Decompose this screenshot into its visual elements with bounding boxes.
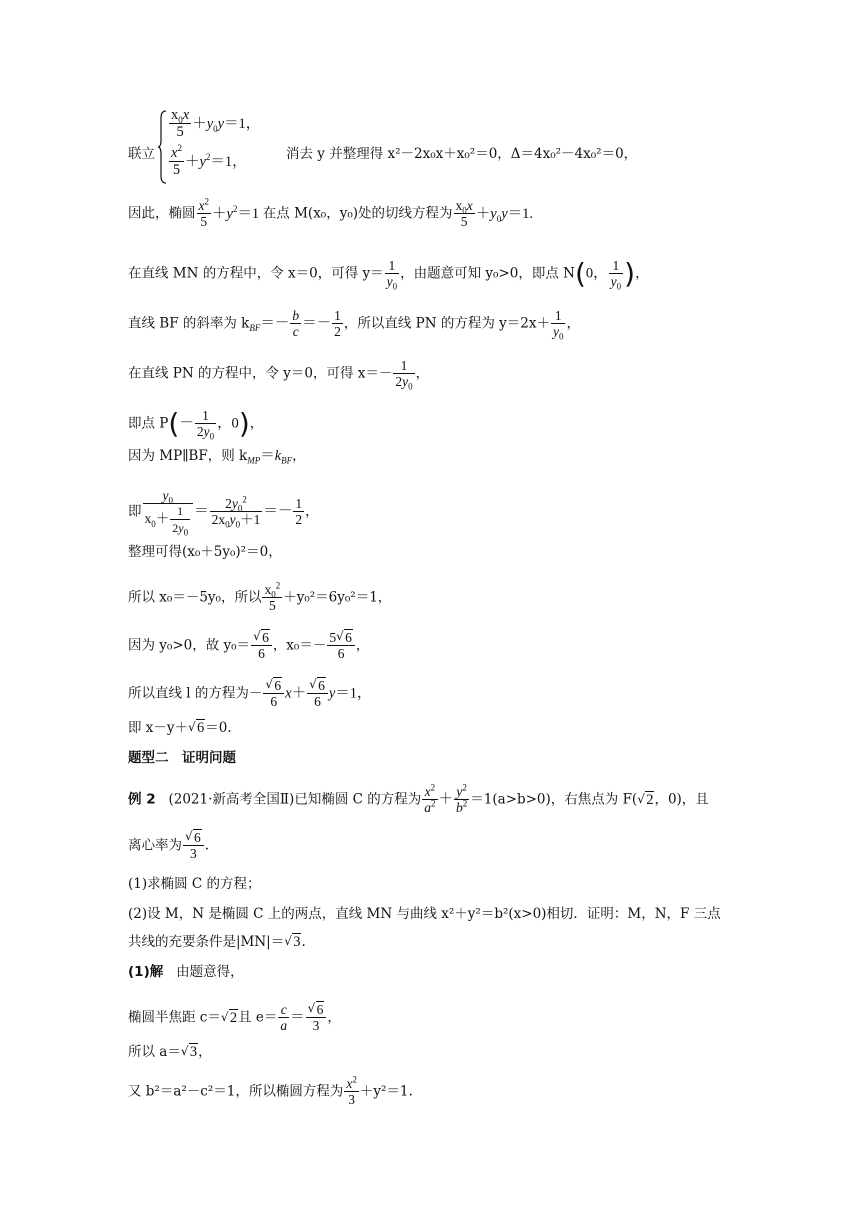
question-2: (2)设 M，N 是椭圆 C 上的两点，直线 MN 与曲线 x²＋y²＝b²(x>0)相切．证明：M，N，F 三点 <box>128 906 721 922</box>
line-bf: 直线 BF 的斜率为 $k_{BF}=-$ $\frac{b}{c}$ ＝－ $\frac{1}{2}$ ，所以直线 PN 的方程为 y＝2x＋ $\frac{1}{y_0}$ ， <box>128 308 580 342</box>
text-l10b: ＋y₀²＝6y₀²＝1， <box>283 589 392 606</box>
ellipse-eq-line: 又 b²＝a²－c²＝1，所以椭圆方程为 $\frac{x^2}{3}$ ＋y²＝1. <box>128 1074 413 1107</box>
line-l-equation: 所以直线 l 的方程为－ √ $\frac{6}{6}$ x＋ √ $\frac{6}{6}$ y＝1， <box>128 678 372 710</box>
text-q2b: 共线的充要条件是|MN|＝ <box>128 934 285 950</box>
example-2-line: 例 2 (2021·新高考全国Ⅱ)已知椭圆 C 的方程为 $\frac{x^2}{a^2}$ ＋ $\frac{y^2}{b^2}$ ＝1(a>b>0)，右焦点为 F(√ 2，0)，且 <box>128 784 709 816</box>
text-s2b: 且 e＝ <box>238 1009 278 1026</box>
text-l04b: ，所以直线 PN 的方程为 y＝2x＋ <box>343 315 550 332</box>
eccentricity-line: 离心率为 √ $\frac{6}{3}$ . <box>128 830 209 862</box>
text-l02: 因此，椭圆 <box>128 205 196 222</box>
example-text-b: ＝1(a>b>0)，右焦点为 F( <box>470 791 638 808</box>
question-2-cont: 共线的充要条件是|MN|＝√ 3. <box>128 934 306 950</box>
line-parallel: 因为 MP∥BF，则 $k_{MP}=k_{BF}$， <box>128 448 306 466</box>
solution-text: 由题意得， <box>176 964 244 980</box>
section-heading: 题型二 证明问题 <box>128 750 236 766</box>
eliminate-text: 消去 y 并整理得 x²－2x₀x＋x₀²＝0，Δ＝4x₀²－4x₀²＝0， <box>286 146 638 162</box>
text-ex2: 离心率为 <box>128 837 182 854</box>
line-simplify <box>128 544 282 560</box>
line-pn: 在直线 PN 的方程中，令 y＝0，可得 x＝－ $\frac{1}{2y_0}$ ， <box>128 358 430 392</box>
example-text-c: ，0)，且 <box>654 791 709 808</box>
text-l12: 所以直线 l 的方程为－ <box>128 685 263 702</box>
example-label: 例 2 <box>128 791 156 808</box>
solution-label: (1)解 <box>128 964 164 980</box>
text-s4: 又 b²＝a²－c²＝1，所以椭圆方程为 <box>128 1083 344 1100</box>
text-l13b: ＝0. <box>205 720 232 736</box>
a-value-line: 所以 a＝√ 3， <box>128 1044 212 1060</box>
text-l05: 在直线 PN 的方程中，令 y＝0，可得 x＝－ <box>128 365 393 382</box>
text-l06: 即点 P <box>128 415 169 432</box>
solution-line <box>128 964 244 980</box>
question-1: (1)求椭圆 C 的方程； <box>128 876 261 892</box>
brace-icon <box>158 110 168 184</box>
text-l02b: 在点 M(x₀，y₀)处的切线方程为 <box>262 205 453 222</box>
line-y0: 因为 y₀>0，故 y₀＝ √ $\frac{6}{6}$ ，x₀＝－ $\frac{5√ 6}{6}$ ， <box>128 630 369 662</box>
text-l08: 即 <box>128 503 142 520</box>
line-mn: 在直线 MN 的方程中，令 x＝0，可得 y＝ $\frac{1}{y_0}$ ，由题意可知 y₀>0，即点 N(0， $\frac{1}{y_0}$ )， <box>128 257 649 292</box>
text-l03b: ，由题意可知 y₀>0，即点 N <box>400 265 575 282</box>
text-l11b: ，x₀＝－ <box>272 637 327 654</box>
text-s3: 所以 a＝ <box>128 1044 181 1060</box>
line-ratio: 即 $y_0$ $x_0+$ $\frac{1}{2y_0}$ ＝ $\frac{2y_0^2}{2x_0y_0+1}$ ＝－ $\frac{1}{2}$ ， <box>128 488 319 538</box>
semi-focal-line: 椭圆半焦距 c＝√ 2且 e＝ $\frac{c}{a}$ ＝ √ $\frac{6}{3}$ ， <box>128 1002 341 1034</box>
text-s2: 椭圆半焦距 c＝ <box>128 1009 221 1026</box>
text-l13: 即 x－y＋ <box>128 720 189 736</box>
text-l03: 在直线 MN 的方程中，令 x＝0，可得 y＝ <box>128 265 384 282</box>
text-s4b: ＋y²＝1. <box>359 1083 413 1100</box>
line-x0: 所以 x₀＝－5y₀，所以 $\frac{x_0^2}{5}$ ＋y₀²＝6y₀²＝1， <box>128 580 392 613</box>
example-text: (2021·新高考全国Ⅱ)已知椭圆 C 的方程为 <box>168 791 422 808</box>
text-lianli: 联立 <box>128 146 155 162</box>
line-point-p: 即点 P(－ $\frac{1}{2y_0}$ ，0)， <box>128 407 264 442</box>
text-l07: 因为 MP∥BF，则 k <box>128 448 248 464</box>
text-l11: 因为 y₀>0，故 y₀＝ <box>128 637 251 654</box>
text-l09: 整理可得(x₀＋5y₀)²＝0， <box>128 544 282 560</box>
text-l10: 所以 x₀＝－5y₀，所以 <box>128 589 262 606</box>
eq-2: $\frac{x^2}{5}$ $+y^2=1$， <box>171 143 247 178</box>
line-final: 即 x－y＋√ 6＝0. <box>128 720 232 736</box>
eq-1: $\frac{x_0x}{5}$ $+y_0y=1$， <box>171 107 261 140</box>
line-tangent: 因此，椭圆 $\frac{x^2}{5}$ $+y^2=1$ 在点 M(x₀，y₀)处的切线方程为 $\frac{x_0x}{5}$ $+y_0y=1$. <box>128 196 534 229</box>
text-l04: 直线 BF 的斜率为 k <box>128 315 250 332</box>
